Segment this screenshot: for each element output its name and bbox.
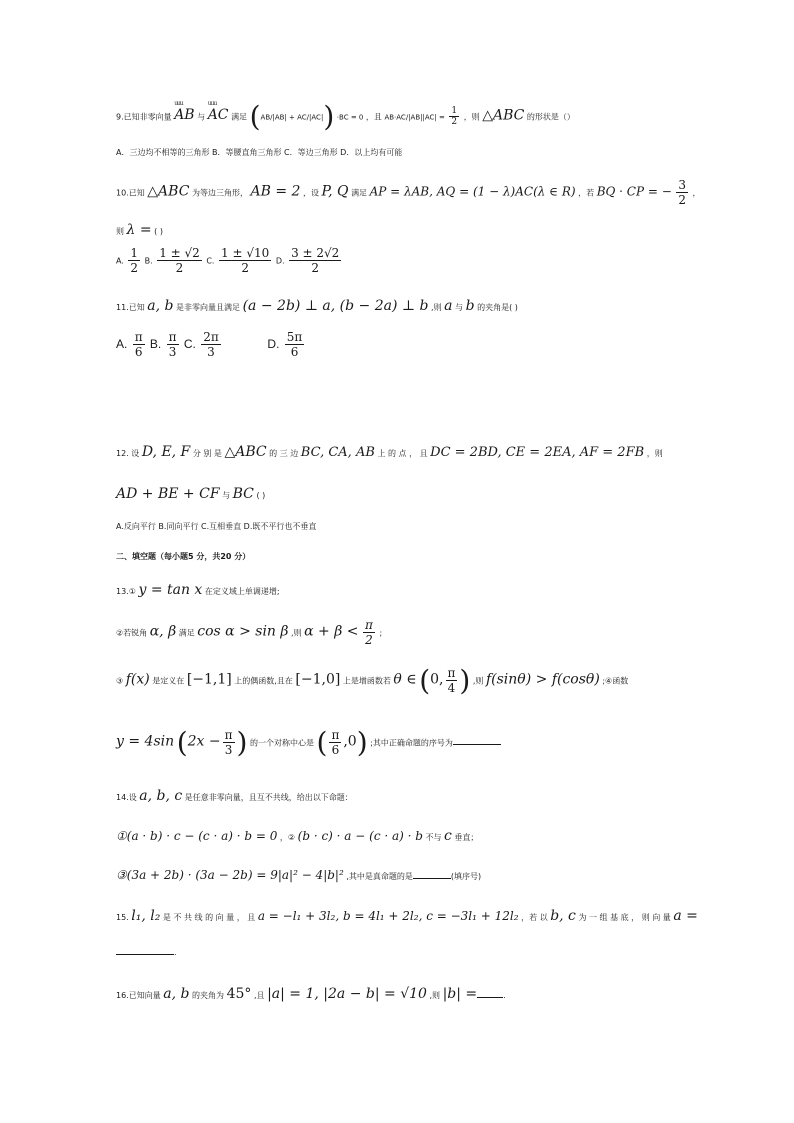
- q10-opt-c-den: 2: [241, 261, 249, 276]
- q11-opt-b-den: 3: [168, 345, 177, 360]
- q12-line2-tail: ( ): [256, 491, 266, 500]
- q13-p3-frac: [446, 666, 458, 696]
- q13-p4-lparen: (: [176, 726, 188, 759]
- q11-mid: 是非零向量且满足: [176, 303, 241, 312]
- q10-ab2: AB = 2: [250, 183, 301, 200]
- q14-abc: a, b, c: [139, 788, 183, 804]
- q13-p4-cfrac: [329, 728, 341, 758]
- q10-opt-a-label: A.: [116, 256, 124, 266]
- q10-mid: 为等边三角形，: [191, 188, 248, 198]
- q14-answer-blank[interactable]: [413, 877, 451, 879]
- q9-vector-ac: uuu AC: [208, 107, 229, 124]
- q13-p3-mid2: 上的偶函数,且在: [234, 676, 293, 686]
- q10-opt-a-num: 1: [130, 246, 139, 260]
- q11-opt-c-num: 2π: [203, 330, 219, 344]
- q9-prefix: 9.已知非零向量: [116, 112, 172, 122]
- q9-half: [449, 106, 459, 129]
- q10-frac-num: 3: [678, 178, 686, 192]
- q13-p3-int1: [−1,1]: [186, 671, 232, 688]
- q13-p3-num: π: [447, 665, 456, 680]
- q9-right-paren: ): [323, 100, 335, 133]
- q13-p3-theta: θ ∈: [393, 671, 417, 688]
- q15-bc: b, c: [550, 908, 576, 924]
- q16-mid: 的夹角为: [192, 991, 225, 1000]
- question-12: [116, 444, 663, 461]
- q10-opt-b: [157, 246, 202, 276]
- q10-opt-a-den: 2: [130, 261, 139, 276]
- q13-p2-expr: cos α > sin β: [197, 623, 289, 640]
- q10-triangle: △ABC: [147, 183, 190, 200]
- q10-lambda: λ =: [126, 222, 152, 238]
- q9-satisfy: 满足: [231, 112, 248, 122]
- q10-mid3: 满足: [351, 188, 368, 198]
- question-14: [116, 788, 353, 805]
- q16-prefix: 16.已知向量: [116, 991, 161, 1000]
- q13-p4-inner: 2x −: [187, 733, 221, 750]
- q11-a: a: [444, 298, 453, 314]
- q13-p4-crparen: ): [356, 726, 368, 759]
- q10-line2: [116, 222, 163, 239]
- q13-p2-frac: [363, 618, 375, 648]
- q14-prefix: 14.设: [116, 793, 137, 802]
- q14-mid: 是任意非零向量，且互不共线，给出以下命题：: [184, 793, 353, 802]
- q9-bc-zero: ·BC = 0: [336, 113, 364, 122]
- q13-p4-rparen: ): [236, 726, 248, 759]
- q13-p2-ab: α, β: [149, 623, 177, 640]
- q13-answer-blank[interactable]: [453, 743, 501, 745]
- q12-prefix: 12. 设: [116, 449, 140, 458]
- q13-p4-expr: y = 4sin: [116, 733, 175, 750]
- q10-options: [116, 246, 343, 276]
- q15-line2: [116, 948, 177, 958]
- q14-p1: ①(a · b) · c − (c · a) · b = 0: [116, 829, 278, 843]
- q13-p3-expr: f(sinθ) > f(cosθ): [485, 671, 600, 688]
- q12-line2-and: 与: [222, 491, 231, 500]
- q14-line2: [116, 828, 478, 845]
- q11-expr: (a − 2b) ⊥ a, (b − 2a) ⊥ b: [242, 298, 429, 314]
- q15-end: .: [174, 948, 177, 957]
- question-11: [116, 298, 518, 315]
- q14-p3-tail: ,其中是真命题的是: [346, 872, 413, 881]
- q10-opt-d-label: D.: [275, 256, 285, 266]
- q11-mid2: ,则: [431, 303, 442, 312]
- q13-p4-den: 3: [224, 743, 233, 758]
- q10-pq: P, Q: [321, 183, 349, 200]
- q15-tail: 为 一 组 基 底 ， 则 向 量: [578, 913, 671, 922]
- q15-expr: a = −l₁ + 3l₂, b = 4l₁ + 2l₂, c = −3l₁ + 12l₂: [257, 909, 519, 923]
- q11-opt-d-label: D.: [267, 337, 280, 352]
- q13-p3-mid: 是定义在: [152, 676, 185, 686]
- q12-mid: 分 别 是: [192, 449, 222, 458]
- q11-opt-c: [201, 330, 221, 360]
- q13-p3-lparen: (: [419, 664, 431, 697]
- q15-prefix: 15.: [116, 913, 129, 922]
- q15-mid: 是 不 共 线 的 向 量 ， 且: [162, 913, 256, 922]
- section-2-title: 二、填空题（每小题5 分，共20 分）: [116, 552, 251, 561]
- q9-inner-expr: AB/|AB| + AC/|AC|: [260, 113, 324, 122]
- q10-opt-d: [289, 246, 341, 276]
- q10-mid2: ，设: [303, 188, 319, 198]
- q11-opt-b-num: π: [168, 330, 177, 344]
- q10-prefix: 10.已知: [116, 188, 145, 198]
- q11-ab: a, b: [147, 298, 174, 314]
- question-15: [116, 908, 698, 925]
- q12-triangle: △ABC: [224, 444, 267, 460]
- q10-frac-den: 2: [678, 193, 686, 208]
- q11-opt-c-den: 3: [207, 345, 215, 360]
- question-10: [116, 178, 701, 208]
- q10-opt-b-den: 2: [175, 261, 184, 276]
- q12-options: A.反向平行 B.同向平行 C.互相垂直 D.既不平行也不垂直: [116, 522, 317, 531]
- q13-p2-num: π: [365, 618, 373, 632]
- q14-p2-mid: 不与: [425, 833, 442, 842]
- q12-tail: ，则: [646, 449, 663, 458]
- q10-opt-c-label: C.: [206, 256, 215, 266]
- q9-vector-ab: uuu AB: [174, 107, 194, 124]
- q13-p3-tail: ;④函数: [602, 676, 629, 686]
- q9-suffix: ，则: [463, 112, 480, 122]
- q11-tail: 的夹角是( ): [477, 303, 518, 312]
- q13-p1-expr: y = tan x: [138, 582, 203, 598]
- q12-expr: DC = 2BD, CE = 2EA, AF = 2FB: [430, 445, 645, 460]
- q9-left-paren: (: [249, 100, 261, 133]
- q10-bqcp: BQ · CP = −: [596, 184, 672, 199]
- q11-opt-d-den: 6: [290, 345, 299, 360]
- q13-p2-expr2: α + β <: [304, 623, 359, 640]
- q11-opt-b: [167, 330, 179, 360]
- q12-line2-bc: BC: [232, 486, 254, 502]
- q16-answer-blank[interactable]: [477, 996, 503, 998]
- q13-p4-clparen: (: [316, 726, 328, 759]
- q13-p4-cnum: π: [331, 727, 340, 742]
- q12-mid2: 的 三 边: [269, 449, 299, 458]
- q13-p3-int2: [−1,0]: [295, 671, 341, 688]
- q13-p3-mid3: 上是增函数若: [342, 676, 391, 686]
- q9-half-den: 2: [451, 117, 458, 128]
- q11-opt-d-num: 5π: [286, 330, 303, 344]
- q11-prefix: 11.已知: [116, 303, 145, 312]
- q13-part1: [116, 582, 280, 599]
- q11-opt-a-num: π: [134, 330, 143, 344]
- q9-options: A．三边均不相等的三角形 B．等腰直角三角形 C．等边三角形 D．以上均有可能: [116, 148, 403, 157]
- question-16: [116, 986, 506, 1003]
- q14-p2-c: c: [444, 828, 452, 844]
- q10-opt-d-num: 3 ± 2√2: [291, 246, 340, 260]
- q11-opt-d: [285, 330, 305, 360]
- q13-part2: [116, 618, 382, 648]
- q10-frac: [676, 178, 688, 208]
- q12-sides: BC, CA, AB: [300, 445, 375, 460]
- q10-mid4: ，若: [578, 188, 595, 198]
- q13-p4-cden: 6: [331, 743, 340, 758]
- q14-line3: [116, 868, 481, 882]
- q10-line2-tail: ( ): [154, 227, 163, 236]
- q9-half-num: 1: [451, 105, 458, 116]
- q9-and: 与: [197, 112, 206, 122]
- q16-expr: |a| = 1, |2a − b| = √10: [267, 986, 427, 1002]
- q13-p1-tail: 在定义域上单调递增;: [204, 587, 280, 596]
- q9-triangle: △ABC: [482, 107, 525, 124]
- q10-opt-d-den: 2: [311, 261, 319, 276]
- q10-opt-b-num: 1 ± √2: [159, 246, 200, 260]
- q13-p3-fx: f(x): [125, 671, 150, 688]
- q13-p2-den: 2: [365, 633, 373, 648]
- q13-p3-rparen: ): [459, 664, 471, 697]
- q13-p2-mid2: ,则: [291, 628, 302, 638]
- q11-opt-a-den: 6: [134, 345, 143, 360]
- q16-ab: a, b: [163, 986, 190, 1002]
- q13-p3-zero: 0,: [430, 671, 444, 688]
- q13-p4-mid: 的一个对称中心是: [249, 738, 314, 748]
- q10-opt-c: [219, 246, 271, 276]
- q10-opt-a: [128, 246, 140, 276]
- q14-p2: (b · c) · a − (c · a) · b: [297, 829, 423, 843]
- q10-line2-prefix: 则: [116, 227, 124, 236]
- q13-part4: [116, 726, 501, 760]
- q9-tail: 的形状是（）: [526, 112, 575, 122]
- q11-b: b: [465, 298, 475, 314]
- q12-line2: [116, 486, 265, 503]
- q11-opt-a-label: A.: [116, 337, 128, 352]
- q11-opt-b-label: B.: [149, 337, 162, 352]
- q14-p2-tail: 垂直；: [454, 833, 479, 842]
- q10-opt-b-label: B.: [144, 256, 153, 266]
- q15-mid2: ，若 以: [521, 913, 548, 922]
- q14-p2-prefix: ，②: [279, 833, 296, 842]
- q12-mid3: 上 的 点 ， 且: [377, 449, 428, 458]
- q14-p3: ③(3a + 2b) · (3a − 2b) = 9|a|² − 4|b|²: [116, 868, 344, 882]
- q13-p4-frac: [223, 728, 235, 758]
- q10-opt-c-num: 1 ± √10: [221, 246, 270, 260]
- q15-l: l₁, l₂: [131, 908, 161, 924]
- q9-qie: ，且: [365, 112, 382, 122]
- q13-p3-mid4: ,则: [472, 676, 484, 686]
- q13-p2-mid: 满足: [178, 628, 195, 638]
- q10-expr: AP = λAB, AQ = (1 − λ)AC(λ ∈ R): [369, 184, 576, 199]
- q13-p3-prefix: ③: [116, 676, 124, 686]
- q13-p1-prefix: 13.①: [116, 587, 136, 596]
- q16-mid2: ,且: [253, 991, 265, 1000]
- q11-opt-a: [133, 330, 145, 360]
- q13-part3: [116, 664, 628, 698]
- q13-p2-tail: ;: [379, 628, 383, 638]
- q15-a: a =: [673, 908, 698, 924]
- q13-p4-num: π: [224, 727, 233, 742]
- q13-p2-prefix: ②若锐角: [116, 628, 148, 638]
- q12-line2-expr: AD + BE + CF: [116, 486, 220, 502]
- q11-and: 与: [455, 303, 464, 312]
- q11-opt-c-label: C.: [183, 337, 196, 352]
- question-9: 9.已知非零向量 uuu AB 与 uuu AC 满足 (AB/|AB| + AC/|AC|) ·BC = 0 ，且 AB·AC/|AB||AC| = $\frac{1}{2}$ ，则 △ABC 的形状是（）: [116, 100, 575, 134]
- q12-def: D, E, F: [141, 444, 191, 460]
- q14-p3-end: (填序号): [450, 872, 482, 881]
- q13-p4-tail: ;其中正确命题的序号为: [370, 738, 453, 748]
- q11-options: [116, 330, 306, 360]
- q13-p4-c2: ,0: [343, 733, 357, 750]
- q13-p3-den: 4: [447, 681, 456, 696]
- q16-end: .: [503, 991, 506, 1000]
- q16-angle: 45°: [226, 986, 252, 1002]
- q16-b: |b| =: [442, 986, 478, 1002]
- q16-mid3: ,则: [429, 991, 441, 1000]
- q10-comma: ，: [692, 188, 701, 198]
- q15-answer-blank[interactable]: [116, 953, 174, 955]
